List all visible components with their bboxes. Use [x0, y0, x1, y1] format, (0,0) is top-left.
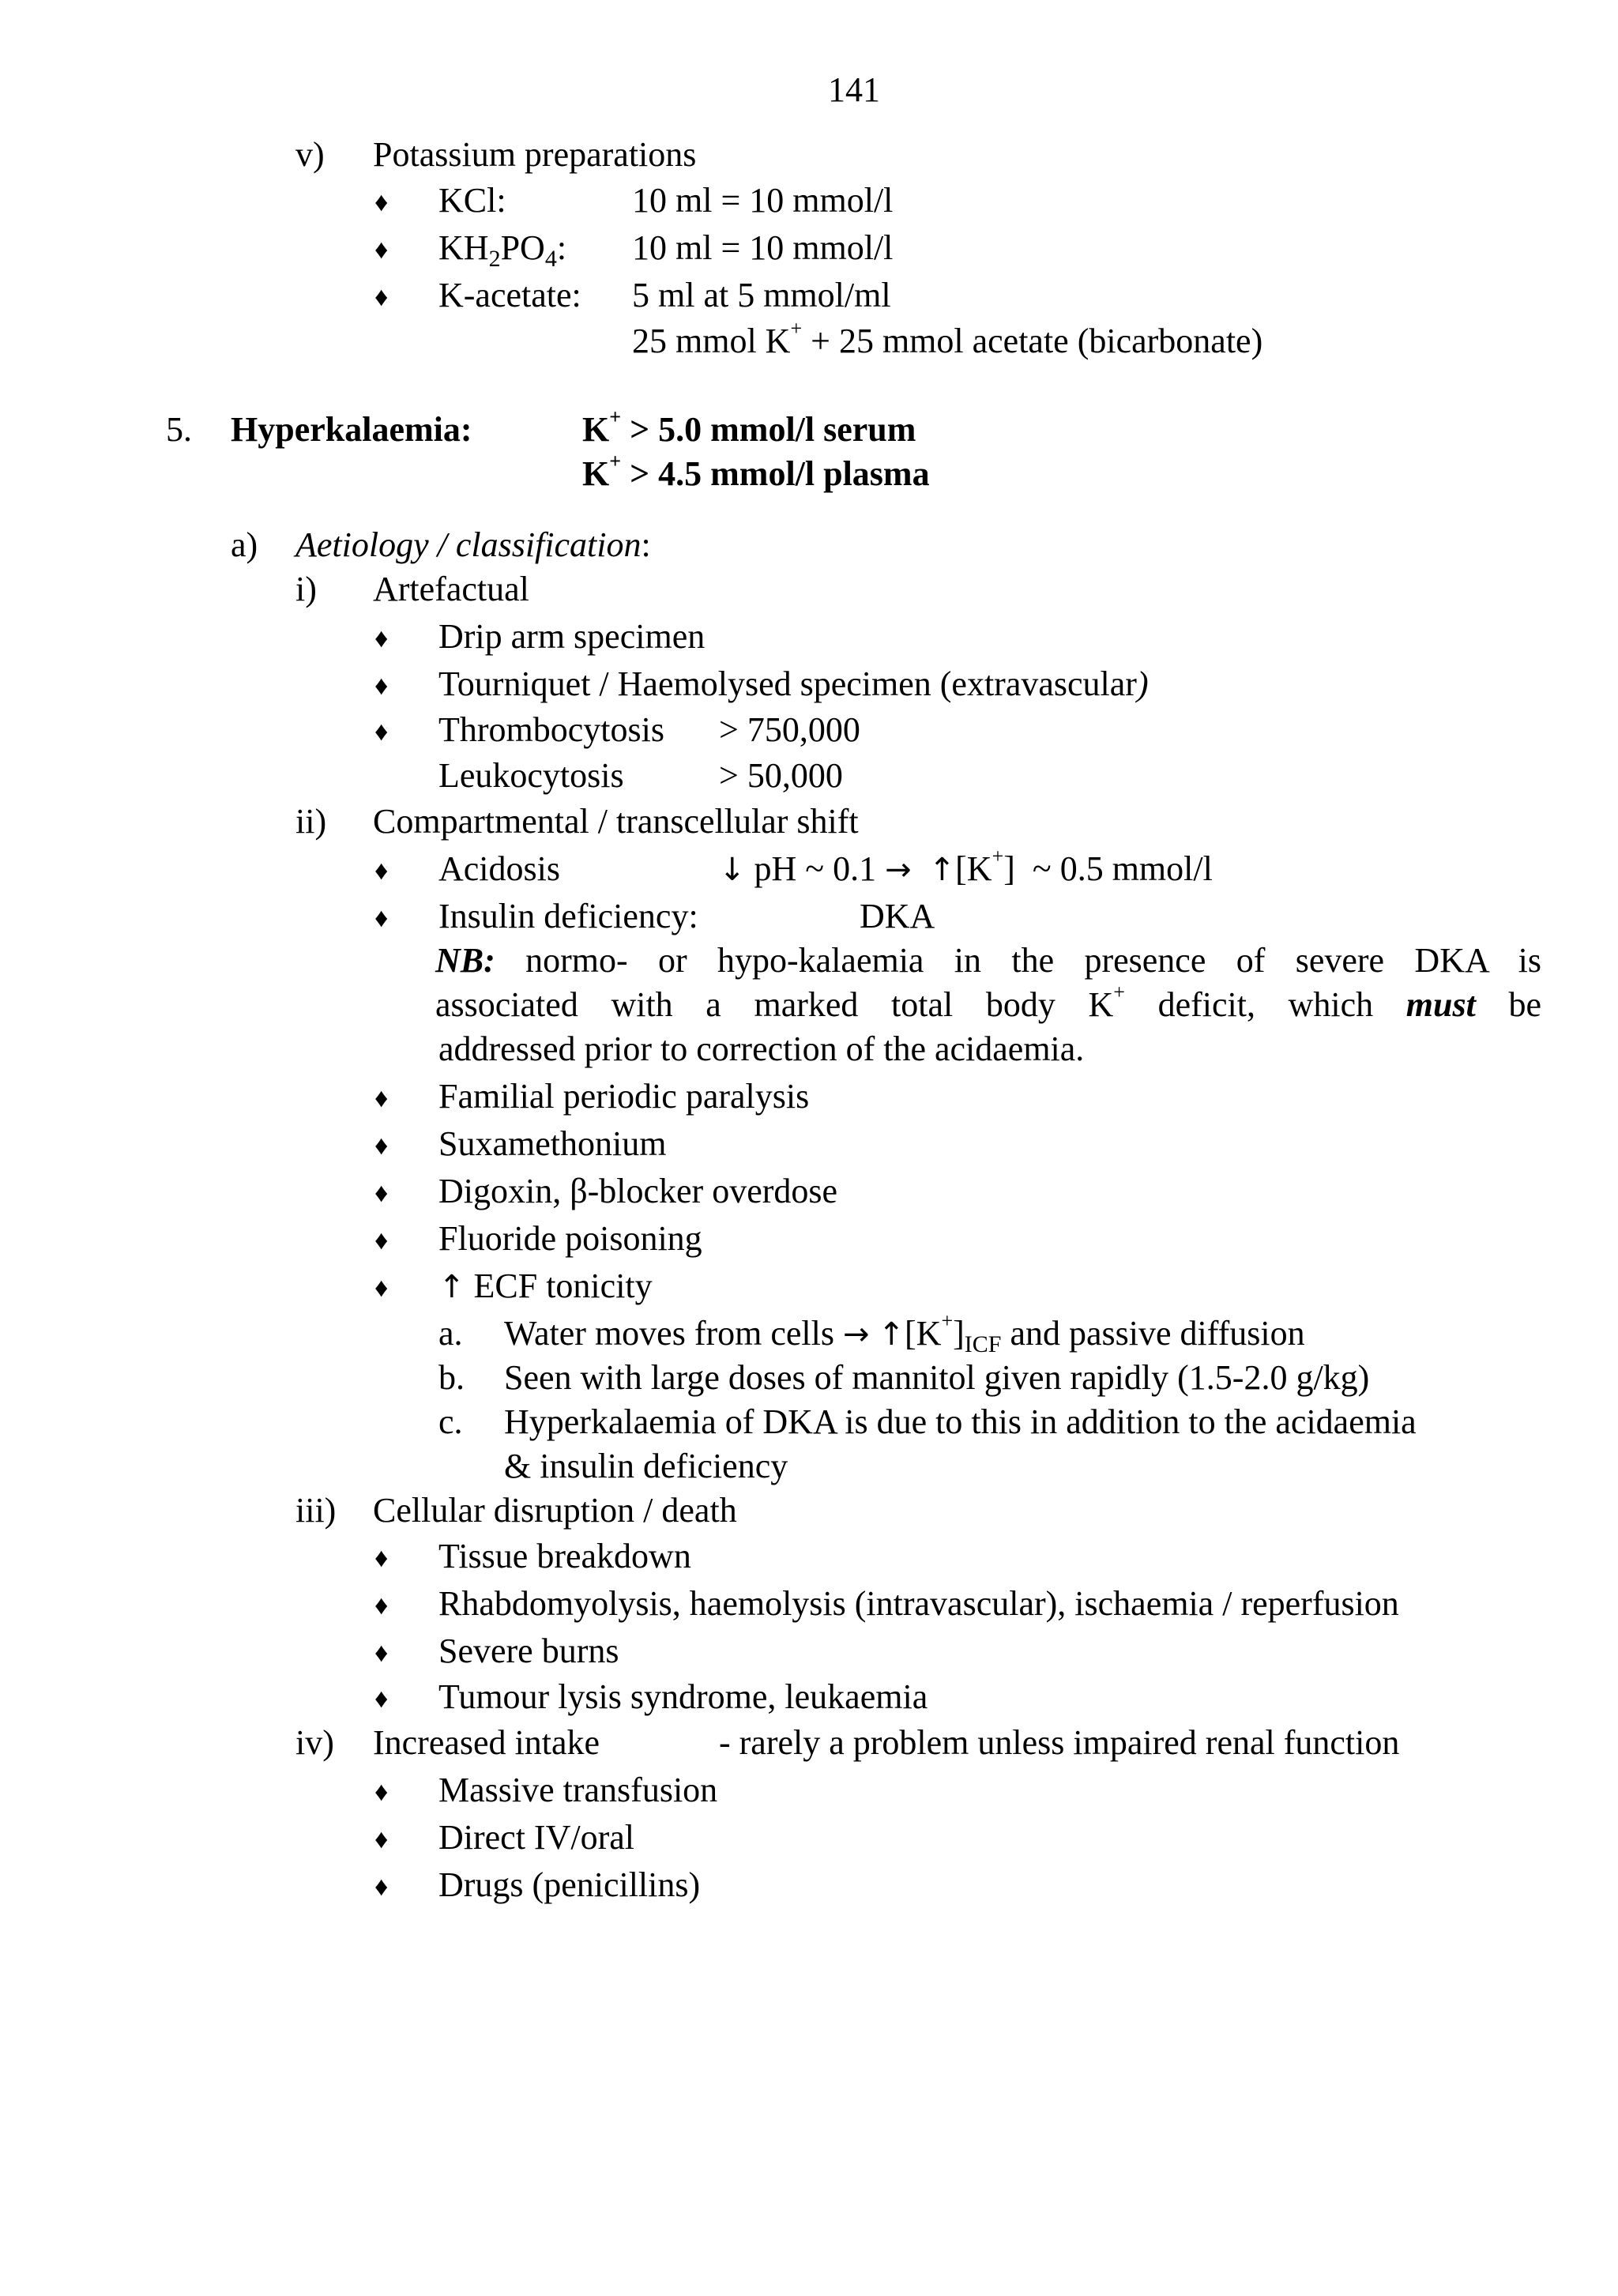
list-item: Direct IV/oral	[438, 1818, 634, 1857]
right-arrow-icon: →	[885, 852, 912, 888]
list-title-note: - rarely a problem unless impaired renal function	[719, 1723, 1400, 1762]
nb-note-line: addressed prior to correction of the acidaemia.	[438, 1029, 1085, 1068]
bullet-icon: ♦	[374, 904, 389, 933]
list-title: Potassium preparations	[373, 135, 697, 174]
prep-value: 10 ml = 10 mmol/l	[632, 228, 894, 267]
list-item-value: > 50,000	[719, 756, 843, 795]
list-item: Suxamethonium	[438, 1124, 667, 1163]
list-marker: i)	[295, 570, 317, 608]
definition-plasma: K+ > 4.5 mmol/l plasma	[582, 449, 930, 493]
subsection-marker: a)	[231, 525, 258, 564]
list-item: Tourniquet / Haemolysed specimen (extravascular)	[438, 664, 1149, 703]
list-item: Familial periodic paralysis	[438, 1077, 810, 1116]
subsection-title: Aetiology / classification:	[295, 525, 651, 564]
section-title: Hyperkalaemia:	[231, 410, 472, 449]
sub-item: Water moves from cells → $↑[K^+]_{ICF}$ and passive diffusion	[504, 1308, 1305, 1357]
bullet-icon: ♦	[374, 1778, 389, 1807]
list-item: ↑ ECF tonicity	[438, 1267, 653, 1305]
nb-note-line: NB: normo- or hypo-kalaemia in the presence of severe DKA is	[435, 941, 1542, 980]
list-item: Acidosis	[438, 849, 560, 888]
bullet-icon: ♦	[374, 1873, 389, 1902]
up-arrow-icon: ↑	[878, 1316, 905, 1353]
up-arrow-icon: ↑	[928, 852, 956, 888]
list-item: Thrombocytosis	[438, 710, 664, 749]
list-item: Tissue breakdown	[438, 1537, 691, 1575]
sub-item: & insulin deficiency	[504, 1447, 788, 1485]
sub-marker: c.	[438, 1402, 463, 1441]
list-item: Severe burns	[438, 1632, 619, 1670]
bullet-icon: ♦	[374, 624, 389, 653]
prep-label: KCl:	[438, 181, 506, 220]
list-title: Artefactual	[373, 570, 529, 608]
bullet-icon: ♦	[374, 672, 389, 701]
list-title: Cellular disruption / death	[373, 1491, 737, 1530]
acidosis-relation: ↓ pH ~ 0.1 → ↑[K+] ~ 0.5 mmol/l	[719, 844, 1213, 888]
bullet-icon: ♦	[374, 1684, 389, 1714]
list-title: Increased intake	[373, 1723, 600, 1762]
bullet-icon: ♦	[374, 856, 389, 886]
sub-marker: a.	[438, 1314, 463, 1353]
list-item: Massive transfusion	[438, 1771, 718, 1809]
prep-value: 5 ml at 5 mmol/ml	[632, 276, 891, 314]
list-marker: ii)	[295, 802, 327, 841]
bullet-icon: ♦	[374, 1179, 389, 1208]
bullet-icon: ♦	[374, 1825, 389, 1854]
bullet-icon: ♦	[374, 283, 389, 312]
right-arrow-icon: →	[842, 1316, 870, 1353]
list-item: Fluoride poisoning	[438, 1219, 702, 1258]
sub-marker: b.	[438, 1358, 465, 1397]
bullet-icon: ♦	[374, 1639, 389, 1668]
down-arrow-icon: ↓	[719, 852, 746, 888]
bullet-icon: ♦	[374, 235, 389, 265]
bullet-icon: ♦	[374, 1131, 389, 1161]
bullet-icon: ♦	[374, 1544, 389, 1573]
list-item-value: DKA	[860, 897, 935, 935]
list-item: Drip arm specimen	[438, 617, 706, 656]
bullet-icon: ♦	[374, 1226, 389, 1255]
list-item: Leukocytosis	[438, 756, 624, 795]
list-marker: v)	[295, 135, 325, 174]
page-number: 141	[828, 70, 880, 109]
list-item-value: > 750,000	[719, 710, 860, 749]
prep-label: K-acetate:	[438, 276, 581, 314]
bullet-icon: ♦	[374, 188, 389, 217]
bullet-icon: ♦	[374, 717, 389, 747]
list-item: Insulin deficiency:	[438, 897, 698, 935]
sub-item: Seen with large doses of mannitol given rapidly (1.5-2.0 g/kg)	[504, 1358, 1370, 1397]
definition-serum: K+ > 5.0 mmol/l serum	[582, 405, 916, 449]
up-arrow-icon: ↑	[438, 1269, 465, 1305]
prep-value: 10 ml = 10 mmol/l	[632, 181, 894, 220]
bullet-icon: ♦	[374, 1274, 389, 1303]
sub-item: Hyperkalaemia of DKA is due to this in addition to the acidaemia	[504, 1402, 1417, 1441]
list-item: Digoxin, β-blocker overdose	[438, 1172, 838, 1210]
nb-note-line: associated with a marked total body K+ deficit, which must be	[435, 980, 1542, 1024]
section-number: 5.	[166, 410, 192, 449]
list-marker: iv)	[295, 1723, 334, 1762]
prep-label: $KH_2PO_4$:	[438, 228, 567, 272]
list-item: Drugs (penicillins)	[438, 1865, 701, 1904]
bullet-icon: ♦	[374, 1591, 389, 1620]
list-title: Compartmental / transcellular shift	[373, 802, 859, 841]
list-item: Rhabdomyolysis, haemolysis (intravascular), ischaemia / reperfusion	[438, 1584, 1399, 1623]
list-item: Tumour lysis syndrome, leukaemia	[438, 1677, 928, 1716]
list-marker: iii)	[295, 1491, 337, 1530]
prep-value-extra: 25 mmol K+ + 25 mmol acetate (bicarbonate)	[632, 316, 1263, 360]
bullet-icon: ♦	[374, 1084, 389, 1113]
